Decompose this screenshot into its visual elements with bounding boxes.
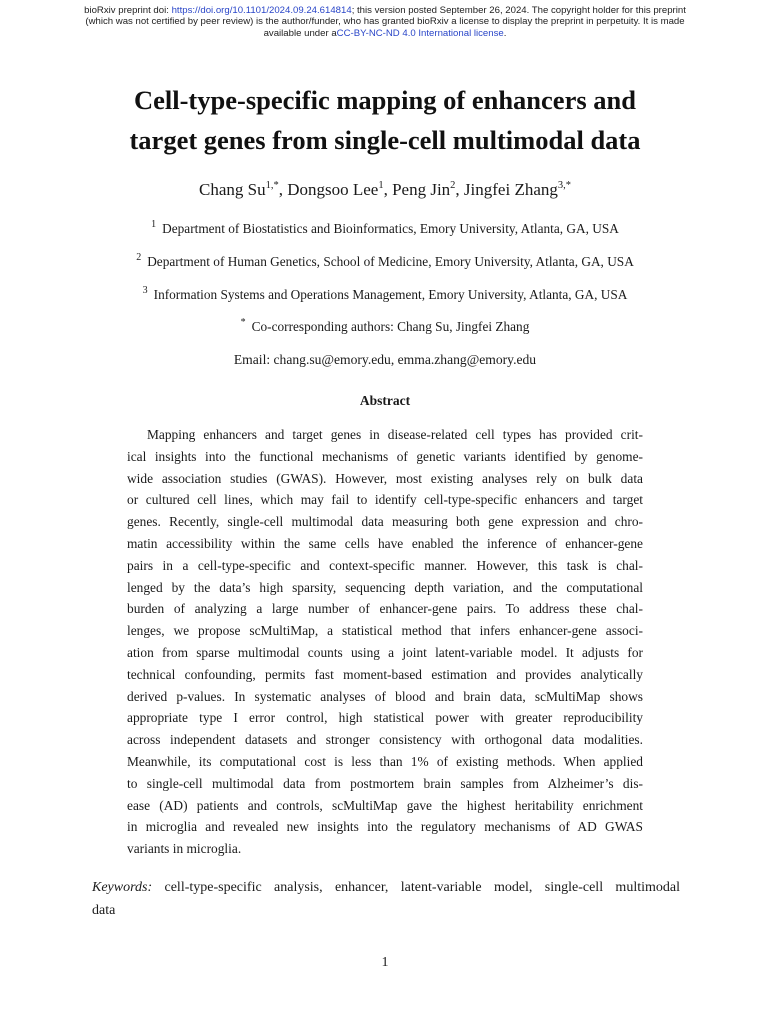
affiliation-text: Department of Human Genetics, School of Medicine, Emory University, Atlanta, GA, USA <box>147 254 634 269</box>
abstract-line: matin accessibility within the same cells have enabled the inference of enhancer-gene <box>127 535 643 551</box>
author <box>287 180 392 199</box>
abstract-line: derived p-values. In systematic analyses of blood and brain data, scMultiMap shows <box>127 688 643 704</box>
author-separator: , <box>278 180 288 199</box>
author-affil-sup: 3,* <box>557 180 571 191</box>
abstract-line: variants in microglia. <box>127 841 242 857</box>
author-name: Jingfei Zhang <box>463 180 558 199</box>
corresponding-note <box>0 318 770 336</box>
keywords <box>92 877 680 922</box>
keywords-text: cell-type-specific analysis, enhancer, latent-variable model, single-cell multimodal <box>152 880 680 895</box>
author-separator: , <box>383 180 393 199</box>
abstract-line: to single-cell multimodal data from postmortem brain samples from Alzheimer’s dis- <box>127 775 643 791</box>
affiliation-sup: * <box>240 317 246 328</box>
banner-text: available under a <box>263 27 337 39</box>
doi-link[interactable]: https://doi.org/10.1101/2024.09.24.614814 <box>171 5 352 16</box>
title-line-1: Cell-type-specific mapping of enhancers and <box>133 85 636 115</box>
author-affil-sup: 1 <box>378 180 384 191</box>
banner-text: ; this version posted September 26, 2024. The copyright holder for this preprint <box>351 5 686 16</box>
affiliation-sup: 2 <box>136 252 142 263</box>
banner-text: . <box>503 27 507 39</box>
license-link[interactable]: CC-BY-NC-ND 4.0 International license <box>336 27 504 39</box>
affiliation-3 <box>0 286 770 304</box>
affiliation-text: Information Systems and Operations Management, Emory University, Atlanta, GA, USA <box>153 287 628 302</box>
abstract-line: ical insights into the functional mechanisms of genetic variants identified by genome- <box>127 448 643 464</box>
abstract-line: genes. Recently, single-cell multimodal data measuring both gene expression and chro- <box>127 514 643 530</box>
keywords-line-1 <box>92 877 680 900</box>
abstract-line: Mapping enhancers and target genes in disease-related cell types has provided crit- <box>147 427 643 442</box>
abstract-line: or cultured cell lines, which may fail to identify cell-type-specific enhancers and target <box>127 492 643 508</box>
affiliation-1 <box>0 220 770 238</box>
abstract-line: ation from sparse multimodal counts using a joint latent-variable model. It adjusts for <box>127 644 643 660</box>
affiliation-text: Department of Biostatistics and Bioinformatics, Emory University, Atlanta, GA, USA <box>162 221 619 236</box>
author <box>392 180 464 199</box>
abstract-line: lenges, we propose scMultiMap, a statistical method that infers enhancer-gene associ- <box>127 623 643 639</box>
affiliation-sup: 1 <box>151 219 157 230</box>
abstract-heading: Abstract <box>359 393 411 408</box>
abstract-line: lenged by the data’s high sparsity, sequencing depth variation, and the computational <box>127 579 643 595</box>
author-name: Peng Jin <box>392 180 451 199</box>
affiliation-sup: 3 <box>142 285 148 296</box>
affiliation-2 <box>0 253 770 271</box>
abstract-line: Meanwhile, its computational cost is less than 1% of existing methods. When applied <box>127 753 643 769</box>
keywords-label: Keywords: <box>92 880 153 895</box>
abstract-line: ease (AD) patients and controls, scMultiMap gave the highest heritability enrichment <box>127 797 643 813</box>
banner-line-3 <box>0 28 770 39</box>
author-name: Dongsoo Lee <box>287 180 379 199</box>
author-affil-sup: 1,* <box>265 180 279 191</box>
author <box>199 180 287 199</box>
abstract-line: technical confounding, permits fast moment-based estimation and provides analytically <box>127 666 643 682</box>
banner-line-1 <box>0 5 770 16</box>
abstract-line: appropriate type I error control, high statistical power with greater reproducibility <box>127 710 643 726</box>
abstract-body <box>127 424 643 860</box>
abstract-line: across independent datasets and stronger consistency with orthogonal data modalities. <box>127 732 643 748</box>
banner-line-2: (which was not certified by peer review) is the author/funder, who has granted bioRxiv a license to display the preprint in perpetuity. It is made <box>85 16 685 28</box>
banner-text: bioRxiv preprint doi: <box>84 5 172 16</box>
keywords-line-2: data <box>92 902 116 918</box>
author-name: Chang Su <box>198 180 266 199</box>
abstract-line: wide association studies (GWAS). However, most existing analyses rely on bulk data <box>127 470 643 486</box>
biorxiv-banner <box>0 5 770 39</box>
page-number: 1 <box>381 955 389 970</box>
author <box>464 180 571 199</box>
author-list <box>0 178 770 202</box>
author-affil-sup: 2 <box>450 180 456 191</box>
email-line: Email: chang.su@emory.edu, emma.zhang@emory.edu <box>233 352 537 367</box>
title-line-2: target genes from single-cell multimodal data <box>129 125 641 155</box>
abstract-line: pairs in a cell-type-specific and context-specific manner. However, this task is chal- <box>127 557 643 573</box>
paper-title <box>0 80 770 160</box>
abstract-line: burden of analyzing a large number of enhancer-gene pairs. To address these chal- <box>127 601 643 617</box>
abstract-line: in microglia and revealed new insights into the regulatory mechanisms of AD GWAS <box>127 819 643 835</box>
author-separator: , <box>455 180 464 199</box>
affiliation-text: Co-corresponding authors: Chang Su, Jingfei Zhang <box>251 319 530 334</box>
